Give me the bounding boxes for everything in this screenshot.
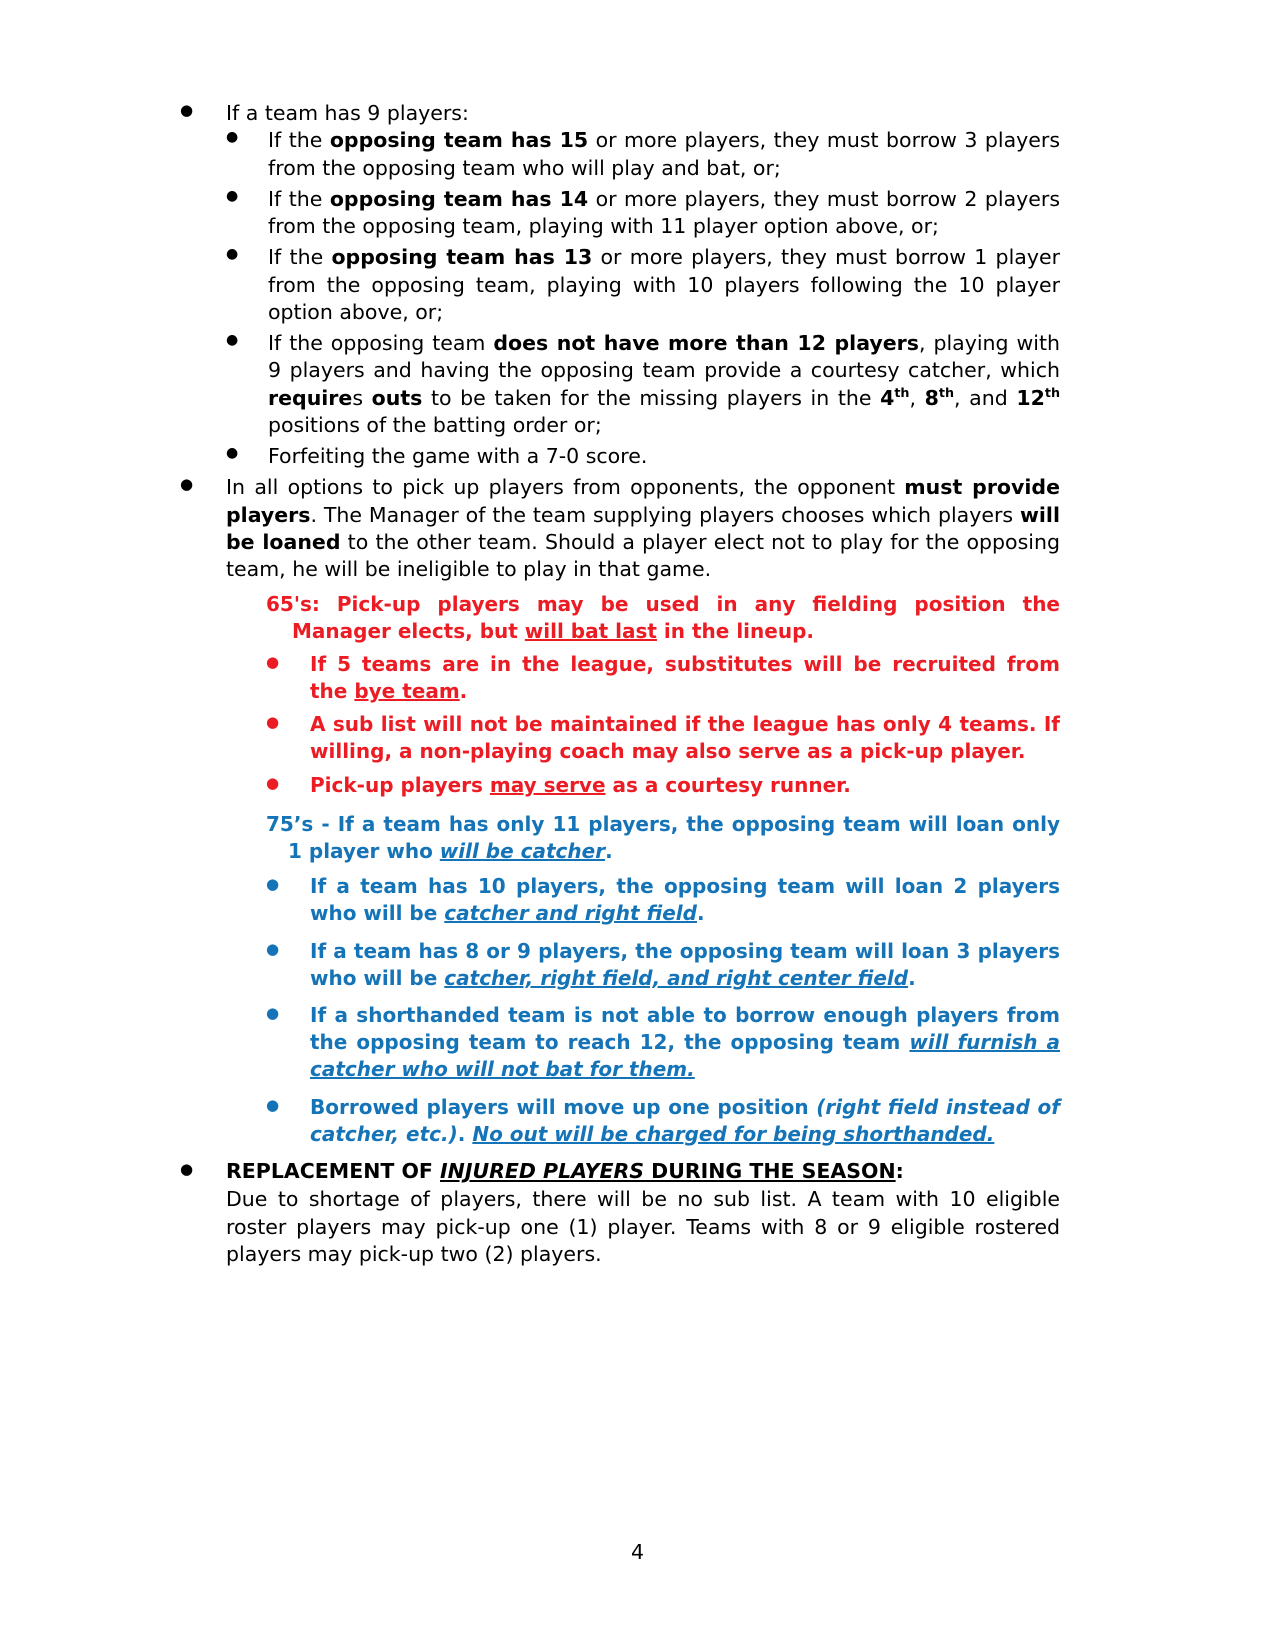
- list-item-text: A sub list will not be maintained if the league has only 4 teams. If willing, a non-playing coach may also serve as a pick-up player.: [310, 712, 1060, 764]
- outline-level-2: [226, 127, 1060, 470]
- list-item-red-sub-list: [266, 711, 1060, 765]
- bullet-icon: ●: [266, 713, 280, 732]
- list-item-red-5-teams: [266, 651, 1060, 705]
- list-item-text: If a shorthanded team is not able to borrow enough players from the opposing team to reach 12, the opposing team will furnish a catcher who will not bat for them.: [310, 1002, 1060, 1082]
- section-paragraph: Due to shortage of players, there will be no sub list. A team with 10 eligible roster players may pick-up one (1) player. Teams with 8 or 9 eligible rostered players may pick-up two (2) players.: [226, 1187, 1060, 1267]
- list-item-text: If the opposing team has 14 or more players, they must borrow 2 players from the opposing team, playing with 11 player option above, or;: [268, 186, 1060, 238]
- red-lead-text: 65's: Pick-up players may be used in any fielding position the Manager elects, but will bat last in the lineup.: [266, 592, 1060, 644]
- list-item-opposing-14: [226, 186, 1060, 241]
- list-item-opposing-15: [226, 127, 1060, 182]
- red-rules-block: [266, 591, 1060, 799]
- list-item-text: If the opposing team has 13 or more players, they must borrow 1 player from the opposing team, playing with 10 players following the 10 player option above, or;: [268, 245, 1060, 324]
- outline-level-1: [180, 100, 1060, 1148]
- bullet-icon: ●: [266, 1095, 280, 1114]
- blue-rules-block: [266, 811, 1060, 1148]
- list-item-blue-shorthanded: [266, 1002, 1060, 1084]
- bullet-icon: ●: [266, 875, 280, 894]
- bullet-icon: ●: [226, 332, 239, 348]
- section-heading: REPLACEMENT OF INJURED PLAYERS DURING THE SEASON:: [226, 1158, 904, 1183]
- bullet-icon: ●: [226, 246, 239, 263]
- bullet-icon: ●: [180, 1159, 194, 1178]
- bullet-icon: ●: [266, 939, 280, 958]
- list-item-blue-borrowed-move-up: [266, 1094, 1060, 1148]
- bullet-icon: ●: [180, 475, 194, 494]
- bullet-icon: ●: [266, 1003, 280, 1022]
- list-item-text: If 5 teams are in the league, substitutes will be recruited from the bye team.: [310, 651, 1060, 703]
- list-item-red-courtesy-runner: [266, 772, 1060, 799]
- list-item-text: If a team has 9 players:: [226, 101, 469, 125]
- list-item-text: Forfeiting the game with a 7-0 score.: [268, 444, 648, 468]
- list-item-text: If the opposing team does not have more than 12 players, playing with 9 players and having the opposing team provide a courtesy catcher, which requires outs to be taken for the missing players in the 4th, 8th, and 12th positions of the batting order or;: [268, 331, 1060, 437]
- list-item-text: In all options to pick up players from opponents, the opponent must provide players. The Manager of the team supplying players chooses which players will be loaned to the other team. Should a player elect not to play for the opposing team, he will be ineligible to play in that game.: [226, 475, 1060, 581]
- list-item-opposing-13: [226, 244, 1060, 326]
- blue-lead-text: 75’s - If a team has only 11 players, the opposing team will loan only 1 player who will be catcher.: [266, 811, 1060, 864]
- bullet-icon: ●: [226, 129, 239, 146]
- list-item-text: If a team has 8 or 9 players, the opposing team will loan 3 players who will be catcher, right field, and right center field.: [310, 938, 1060, 990]
- list-item-text: Pick-up players may serve as a courtesy runner.: [310, 773, 851, 798]
- red-bullet-list: [266, 651, 1060, 799]
- list-item-text: Borrowed players will move up one position (right field instead of catcher, etc.). No out will be charged for being shorthanded.: [310, 1094, 1060, 1146]
- list-item-forfeit: [226, 443, 1060, 470]
- list-item-text: If a team has 10 players, the opposing team will loan 2 players who will be catcher and right field.: [310, 874, 1060, 926]
- blue-bullet-list: [266, 873, 1060, 1148]
- list-item-text: If the opposing team has 15 or more players, they must borrow 3 players from the opposing team who will play and bat, or;: [268, 128, 1060, 180]
- bullet-icon: ●: [226, 187, 239, 204]
- page-number: 4: [630, 1540, 645, 1564]
- bullet-icon: ●: [226, 445, 239, 461]
- list-item-blue-8-or-9-players: [266, 938, 1060, 992]
- list-item-replacement-injured-players: [180, 1158, 1060, 1269]
- list-item-blue-10-players: [266, 873, 1060, 927]
- list-item-opposing-not-more-than-12: [226, 330, 1060, 439]
- replacement-of-injured-players-section: [180, 1158, 1060, 1269]
- list-item-in-all-options: [180, 474, 1060, 1148]
- bullet-icon: ●: [180, 101, 194, 119]
- list-item-team-has-9-players: [180, 100, 1060, 470]
- bullet-icon: ●: [266, 774, 280, 793]
- bullet-icon: ●: [266, 652, 280, 671]
